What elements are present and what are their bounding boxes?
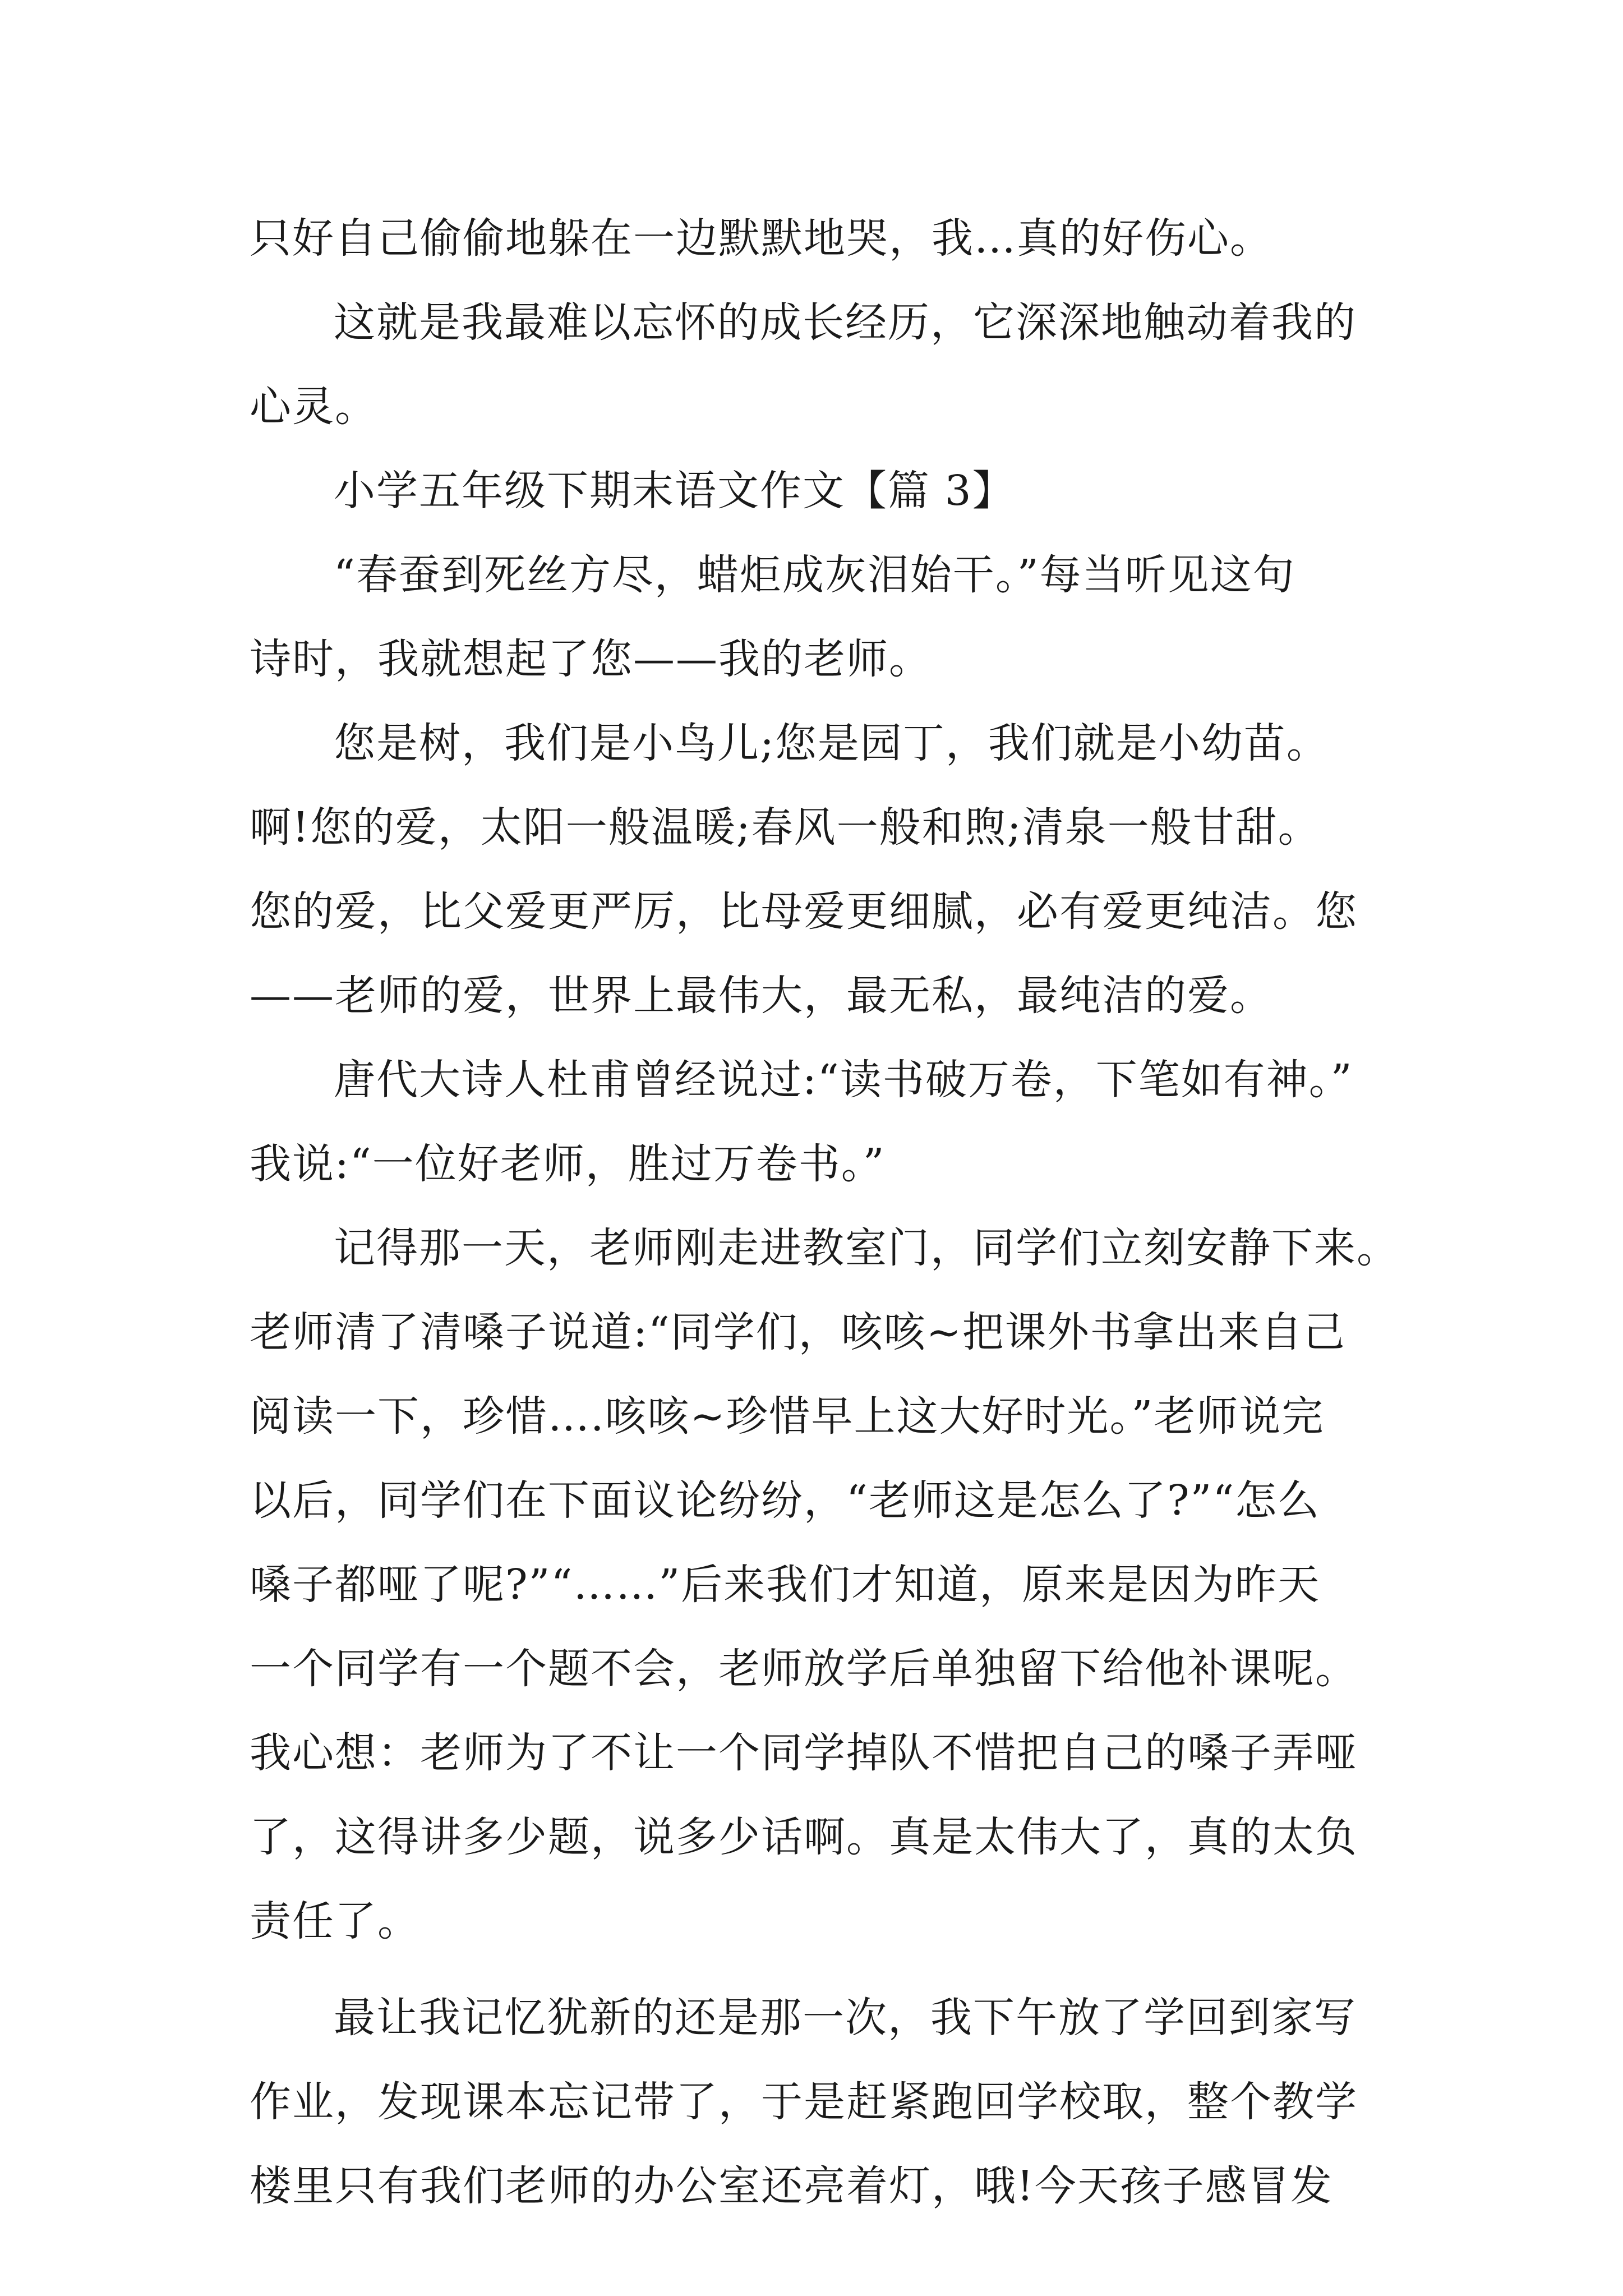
text-line: 啊!您的爱，太阳一般温暖;春风一般和煦;清泉一般甘甜。 — [250, 803, 1321, 852]
text-line: 我说:“一位好老师，胜过万卷书。” — [250, 1140, 886, 1188]
text-line: “春蚕到死丝方尽，蜡炬成灰泪始干。”每当听见这句 — [334, 551, 1295, 599]
text-line: 作业，发现课本忘记带了，于是赶紧跑回学校取，整个教学 — [250, 2078, 1358, 2126]
text-line: 这就是我最难以忘怀的成长经历，它深深地触动着我的 — [334, 298, 1357, 347]
text-line: 以后，同学们在下面议论纷纷，“老师这是怎么了?”“怎么 — [250, 1476, 1321, 1525]
text-line: 诗时，我就想起了您——我的老师。 — [250, 635, 932, 683]
text-line: 责任了。 — [250, 1897, 420, 1945]
text-line: ——老师的爱，世界上最伟大，最无私，最纯洁的爱。 — [250, 972, 1272, 1020]
essay-text — [250, 196, 1399, 2228]
text-line: 嗓子都哑了呢?”“……”后来我们才知道，原来是因为昨天 — [250, 1561, 1321, 1609]
text-line: 老师清了清嗓子说道:“同学们，咳咳~把课外书拿出来自己 — [250, 1308, 1346, 1356]
text-line: 唐代大诗人杜甫曾经说过:“读书破万卷，下笔如有神。” — [334, 1056, 1353, 1104]
text-line: 阅读一下，珍惜….咳咳~珍惜早上这大好时光。”老师说完 — [250, 1392, 1325, 1441]
text-line: 心灵。 — [250, 383, 377, 431]
text-line: 了，这得讲多少题，说多少话啊。真是太伟大了，真的太负 — [250, 1813, 1358, 1861]
section-heading: 小学五年级下期末语文作文【篇 3】 — [334, 467, 1015, 515]
text-line: 一个同学有一个题不会，老师放学后单独留下给他补课呢。 — [250, 1645, 1358, 1693]
text-line: 您的爱，比父爱更严厉，比母爱更细腻，必有爱更纯洁。您 — [250, 887, 1358, 936]
text-line: 您是树，我们是小鸟儿;您是园丁，我们就是小幼苗。 — [334, 719, 1329, 767]
text-line: 我心想：老师为了不让一个同学掉队不惜把自己的嗓子弄哑 — [250, 1729, 1358, 1777]
text-line: 只好自己偷偷地躲在一边默默地哭，我…真的好伤心。 — [250, 214, 1272, 263]
text-line: 记得那一天，老师刚走进教室门，同学们立刻安静下来。 — [334, 1224, 1399, 1272]
text-line: 最让我记忆犹新的还是那一次，我下午放了学回到家写 — [334, 1994, 1357, 2042]
text-line: 楼里只有我们老师的办公室还亮着灯，哦!今天孩子感冒发 — [250, 2162, 1333, 2210]
